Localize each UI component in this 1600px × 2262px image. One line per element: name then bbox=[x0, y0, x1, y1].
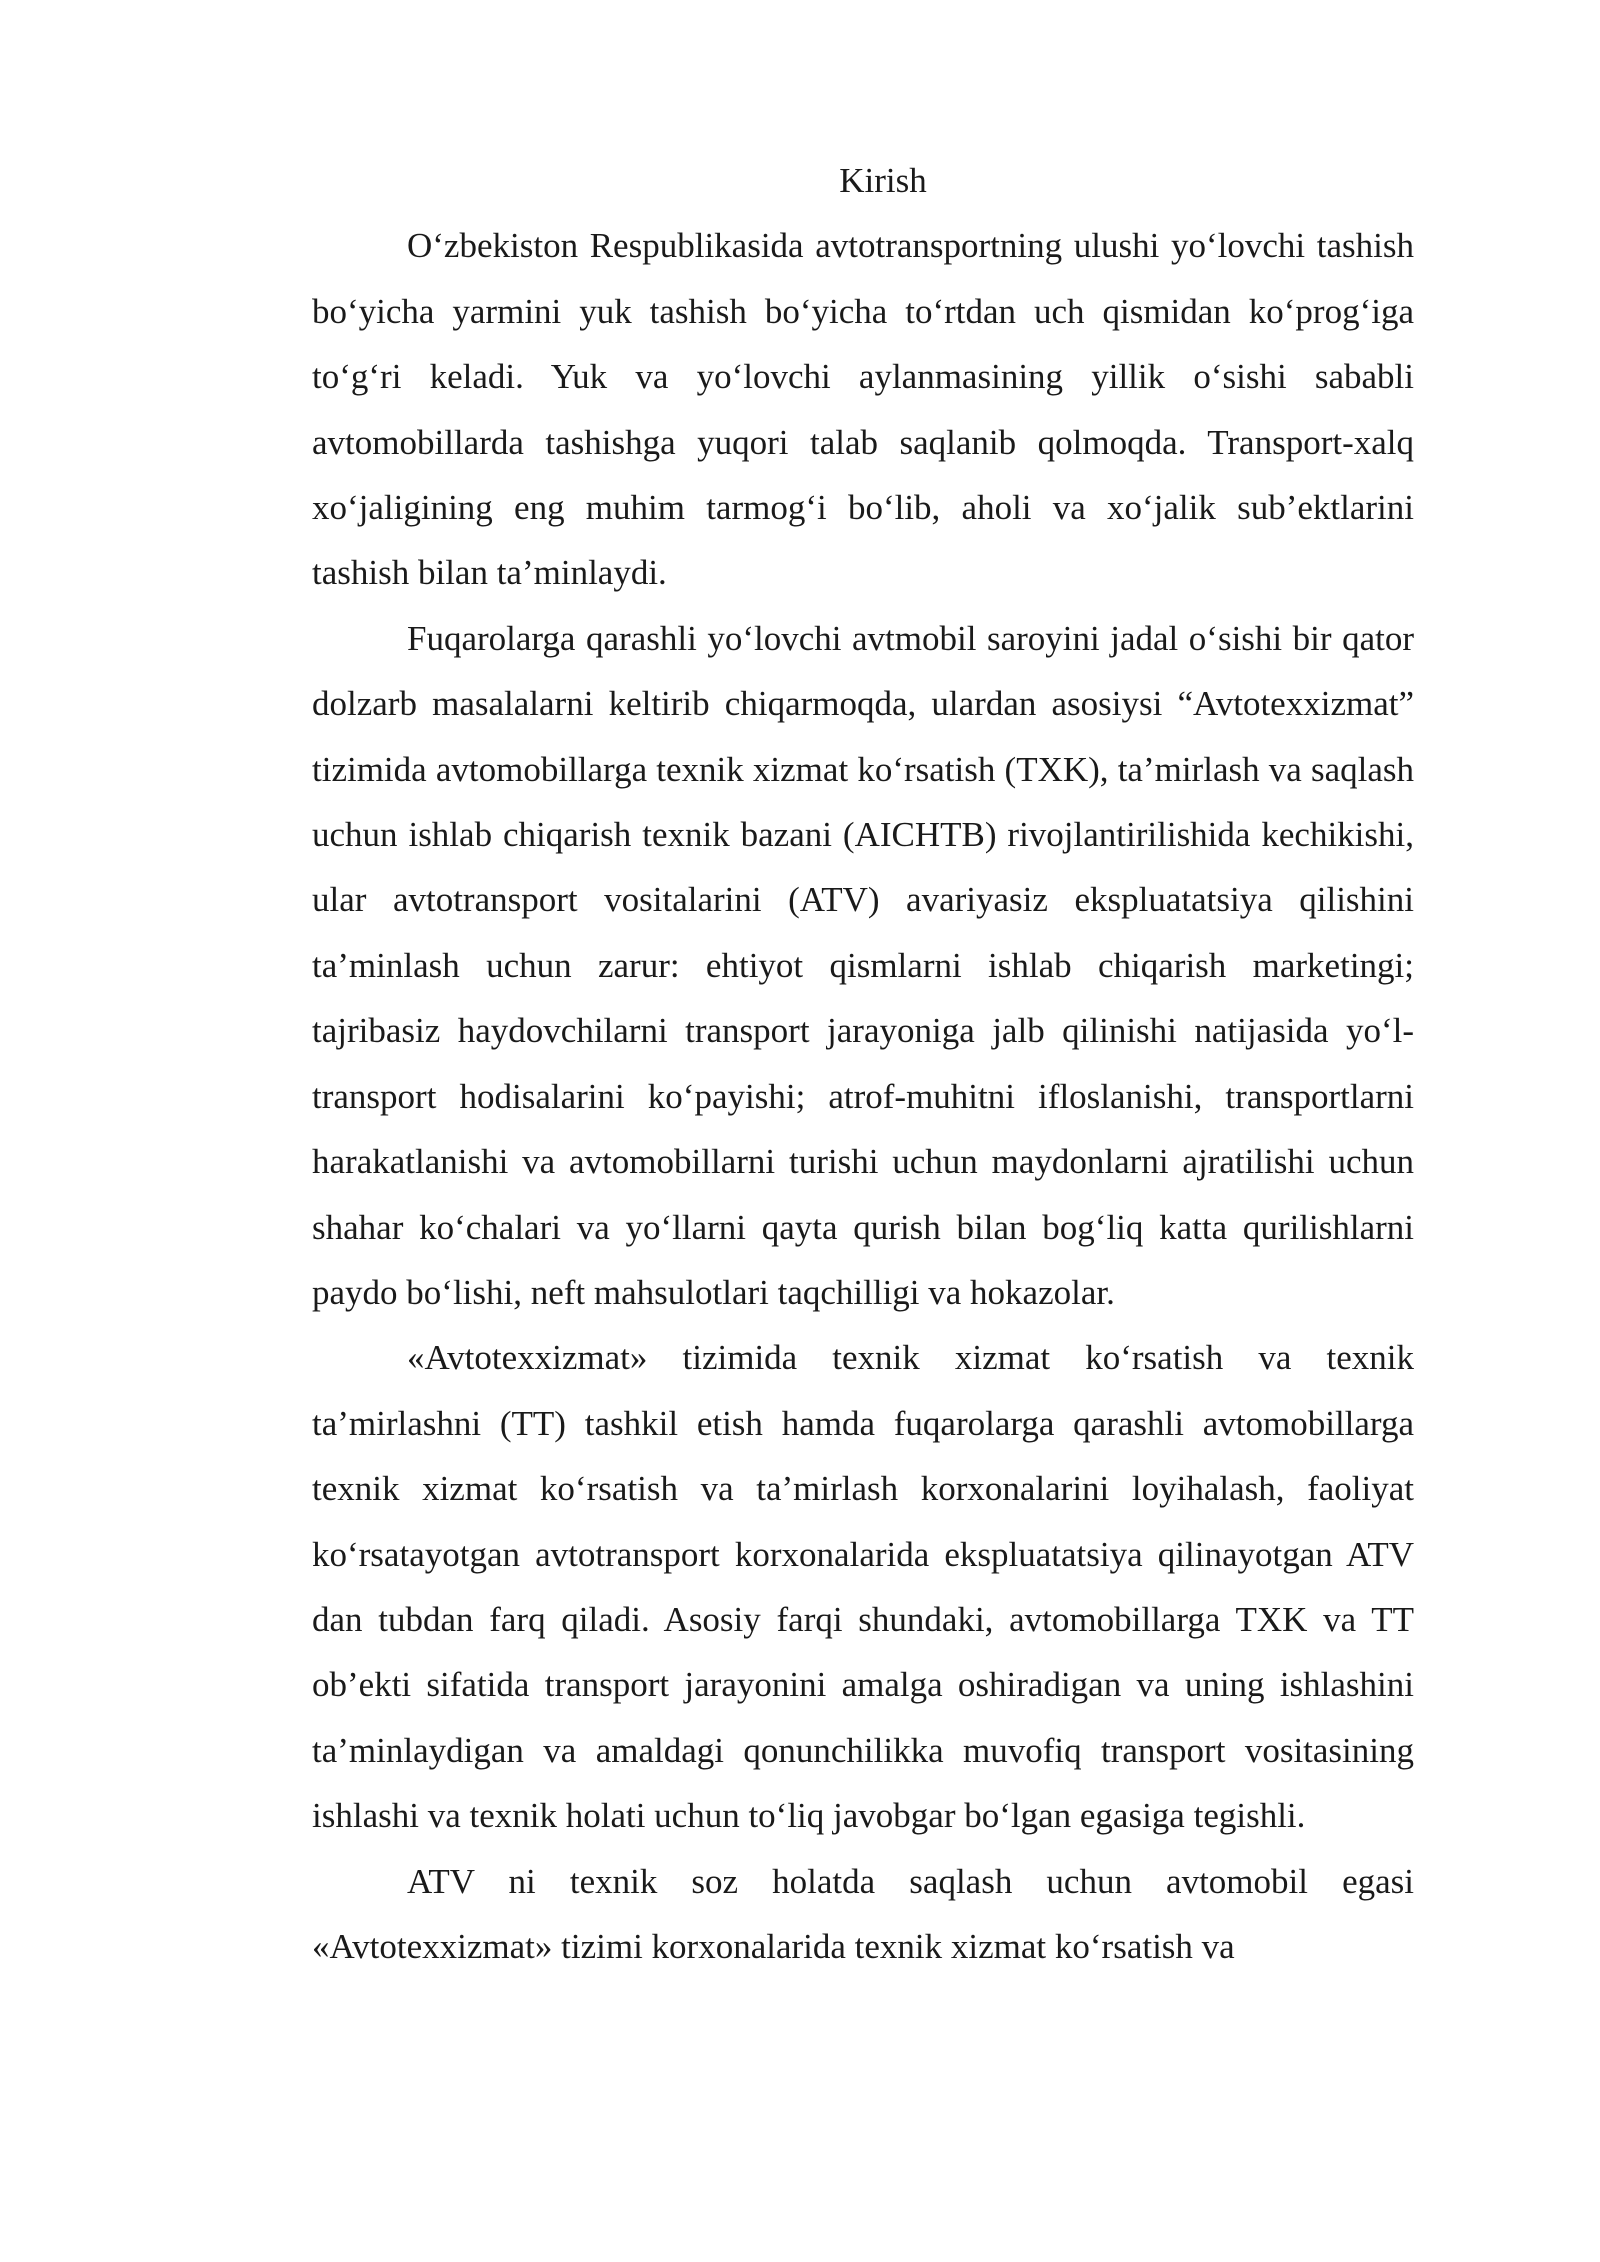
paragraph-2: Fuqarolarga qarashli yo‘lovchi avtmobil saroyini jadal o‘sishi bir qator dolzarb masalalarni keltirib chiqarmoqda, ulardan asosiysi “Avtotexxizmat” tizimida avtomobillarga texnik xizmat ko‘rsatish (TXK), ta’mirlash va saqlash uchun ishlab chiqarish texnik bazani (AICHTB) rivojlantirilishida kechikishi, ular avtotransport vositalarini (ATV) avariyasiz ekspluatatsiya qilishini ta’minlash uchun zarur: ehtiyot qismlarni ishlab chiqarish marketingi; tajribasiz haydovchilarni transport jarayoniga jalb qilinishi natijasida yo‘l-transport hodisalarini ko‘payishi; atrof-muhitni ifloslanishi, transportlarni harakatlanishi va avtomobillarni turishi uchun maydonlarni ajratilishi uchun shahar ko‘chalari va yo‘llarni qayta qurish bilan bog‘liq katta qurilishlarni paydo bo‘lishi, neft mahsulotlari taqchilligi va hokazolar. bbox=[312, 618, 1414, 1312]
paragraph-1: O‘zbekiston Respublikasida avtotransportning ulushi yo‘lovchi tashish bo‘yicha yarmini yuk tashish bo‘yicha to‘rtdan uch qismidan ko‘prog‘iga to‘g‘ri keladi. Yuk va yo‘lovchi aylanmasining yillik o‘sishi sababli avtomobillarda tashishga yuqori talab saqlanib qolmoqda. Transport-xalq xo‘jaligining eng muhim tarmog‘i bo‘lib, aholi va xo‘jalik sub’ektlarini tashish bilan ta’minlaydi. bbox=[312, 226, 1414, 593]
page-body bbox=[312, 148, 1414, 1979]
paragraph-3: «Avtotexxizmat» tizimida texnik xizmat ko‘rsatish va texnik ta’mirlashni (TT) tashkil etish hamda fuqarolarga qarashli avtomobillarga texnik xizmat ko‘rsatish va ta’mirlash korxonalarini loyihalash, faoliyat ko‘rsatayotgan avtotransport korxonalarida ekspluatatsiya qilinayotgan ATV dan tubdan farq qiladi. Asosiy farqi shundaki, avtomobillarga TXK va TT ob’ekti sifatida transport jarayonini amalga oshiradigan va uning ishlashini ta’minlaydigan va amaldagi qonunchilikka muvofiq transport vositasining ishlashi va texnik holati uchun to‘liq javobgar bo‘lgan egasiga tegishli. bbox=[312, 1338, 1414, 1836]
page-title: Kirish bbox=[839, 161, 927, 200]
paragraph-4: ATV ni texnik soz holatda saqlash uchun avtomobil egasi «Avtotexxizmat» tizimi korxonalarida texnik xizmat ko‘rsatish va bbox=[312, 1861, 1414, 1966]
